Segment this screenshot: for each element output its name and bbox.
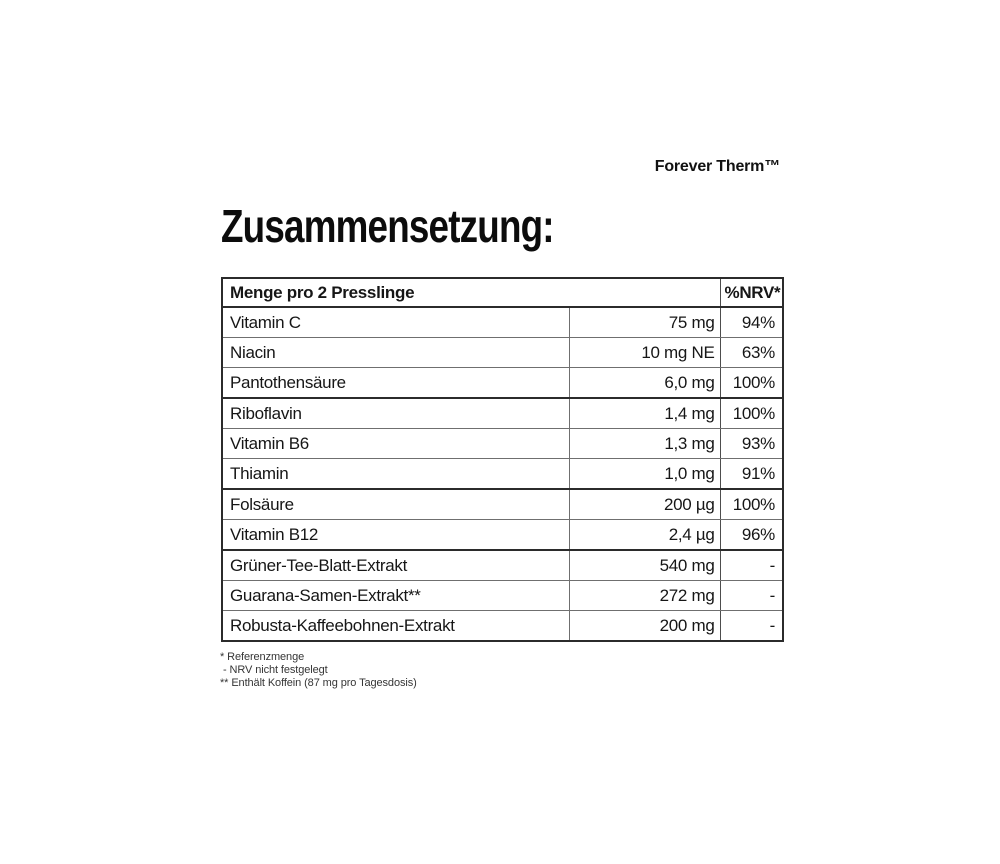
table-row [222, 307, 783, 338]
ingredient-nrv: - [720, 550, 783, 581]
table-header-serving: Menge pro 2 Presslinge [222, 278, 720, 307]
table-row [222, 520, 783, 551]
ingredient-name: Folsäure [222, 489, 569, 520]
ingredient-name: Grüner-Tee-Blatt-Extrakt [222, 550, 569, 581]
ingredient-amount: 540 mg [569, 550, 720, 581]
table-row [222, 459, 783, 490]
ingredient-nrv: 100% [720, 398, 783, 429]
footnotes [220, 651, 417, 690]
brand-name: Forever Therm™ [654, 158, 780, 175]
ingredient-name: Niacin [222, 338, 569, 368]
page-title: Zusammensetzung: [221, 200, 554, 252]
ingredient-name: Robusta-Kaffeebohnen-Extrakt [230, 615, 455, 635]
ingredient-amount: 200 µg [569, 489, 720, 520]
ingredient-amount: 2,4 µg [569, 520, 720, 551]
footnote-caffeine: ** Enthält Koffein (87 mg pro Tagesdosis) [220, 677, 417, 689]
table-header-nrv: %NRV* [720, 278, 783, 307]
ingredient-nrv: 94% [720, 307, 783, 338]
table-row [222, 581, 783, 611]
ingredient-name: Vitamin B6 [222, 429, 569, 459]
ingredient-amount: 6,0 mg [569, 368, 720, 399]
ingredient-nrv: 91% [720, 459, 783, 490]
table-row [222, 489, 783, 520]
ingredient-nrv: 100% [720, 489, 783, 520]
ingredient-amount: 1,3 mg [569, 429, 720, 459]
ingredient-amount: 75 mg [569, 307, 720, 338]
table-row [222, 429, 783, 459]
ingredient-amount: 1,0 mg [569, 459, 720, 490]
footnote-nrv-not-set: - NRV nicht festgelegt [223, 664, 328, 676]
ingredient-name: Guarana-Samen-Extrakt** [222, 581, 569, 611]
table-row [222, 338, 783, 368]
ingredient-name: Vitamin B12 [222, 520, 569, 551]
ingredient-name: Thiamin [222, 459, 569, 490]
nutrition-table [221, 277, 784, 642]
ingredient-nrv: - [720, 611, 783, 642]
table-row [222, 611, 783, 642]
ingredient-name: Riboflavin [222, 398, 569, 429]
footnote-reference-amount: * Referenzmenge [220, 651, 305, 663]
table-row [222, 398, 783, 429]
ingredient-amount: 272 mg [569, 581, 720, 611]
ingredient-name: Vitamin C [222, 307, 569, 338]
table-row [222, 550, 783, 581]
ingredient-name: Pantothensäure [222, 368, 569, 399]
ingredient-amount: 200 mg [569, 611, 720, 642]
nutrition-table-container [221, 277, 784, 642]
ingredient-nrv: 63% [720, 338, 783, 368]
ingredient-amount: 10 mg NE [569, 338, 720, 368]
ingredient-nrv: 96% [720, 520, 783, 551]
ingredient-nrv: - [720, 581, 783, 611]
table-header-row [222, 278, 783, 307]
ingredient-nrv: 93% [720, 429, 783, 459]
ingredient-nrv: 100% [720, 368, 783, 399]
ingredient-amount: 1,4 mg [569, 398, 720, 429]
table-row [222, 368, 783, 399]
